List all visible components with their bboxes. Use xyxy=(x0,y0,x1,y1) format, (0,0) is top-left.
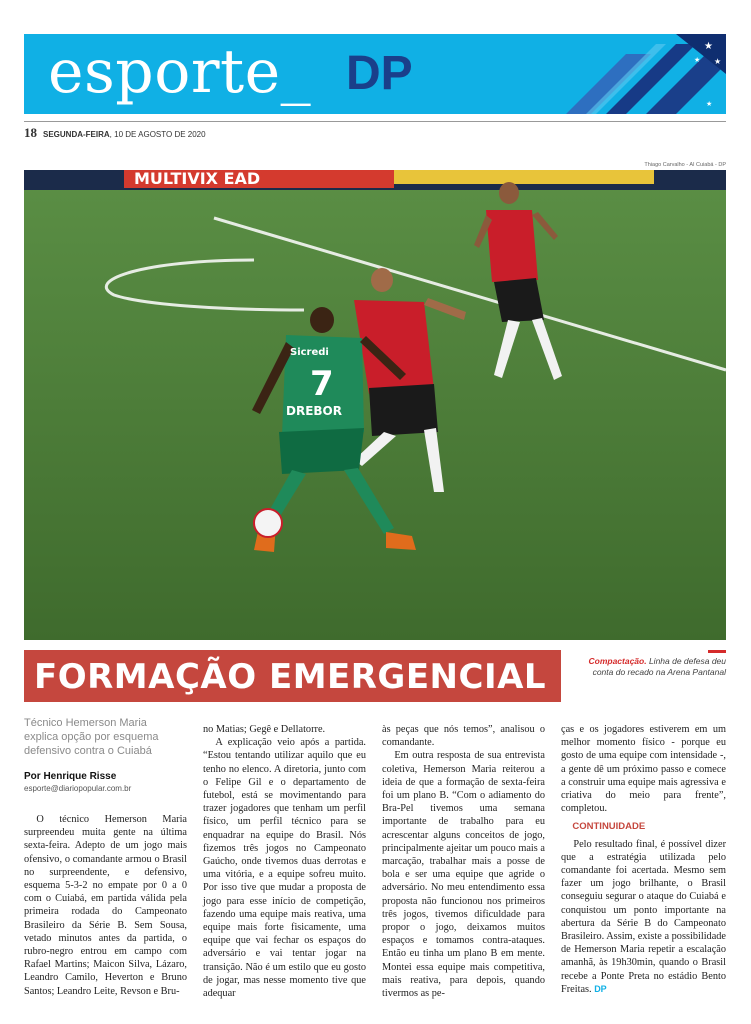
decorative-stripes xyxy=(526,34,726,114)
jersey-back-sponsor: DREBOR xyxy=(286,404,342,418)
svg-text:★: ★ xyxy=(706,100,713,108)
brand-logo: DP xyxy=(346,47,413,100)
ball xyxy=(254,509,282,537)
jersey-sponsor: Sicredi xyxy=(290,347,329,358)
photo-caption xyxy=(584,656,726,678)
article-column-4 xyxy=(561,723,726,996)
photo-credit: Thiago Carvalho - AI Cuiabá - DP xyxy=(644,162,726,168)
article-column-2 xyxy=(203,723,366,1000)
paragraph-text: Pelo resultado final, é possível dizer que a estratégia utilizada pelo comandante foi acertada. Mesmo sem fazer um jogo brilhante, o Brasil conseguiu segurar o ataque do Cuiabá e conquistou um ponto importante na abertura da Série B do Campeonato Brasileiro. Assim, existe a possibilidade de Hemerson Maria repetir a escalação amanhã, às 19h30min, quando o Brasil recebe a Ponte Preta no estádio Bento Freitas. xyxy=(561,838,726,995)
caption-marker xyxy=(708,650,726,653)
end-mark: DP xyxy=(594,983,607,994)
paragraph: ças e os jogadores estiverem em um melhor momento físico - porque eu gosto de uma equipe com intensidade -, a gente dê um próximo passo e comece a construir uma equipe mais agressiva e criativa do meio para frente”, completou. xyxy=(561,724,726,815)
svg-text:★: ★ xyxy=(714,57,722,66)
match-photo xyxy=(24,170,726,640)
section-name: esporte xyxy=(48,37,281,107)
headline-box xyxy=(24,650,561,702)
date-text: , 10 DE AGOSTO DE 2020 xyxy=(109,130,206,139)
svg-text:★: ★ xyxy=(694,56,701,64)
paragraph: A explicação veio após a partida. “Estou tentando utilizar aquilo que eu tenho no elenco. A diretoria, junto com o Felipe Gil e o departamento de futebol, está se movimentando para trazer jogadores que tenham um perfil físico, um perfil técnico para se enquadrar na equipe do Brasil. Nós fizemos três jogos no Campeonato Gaúcho, onde tivemos duas derrotas e uma vitória, e a equipe sofreu muito. Por isso tive que mudar a proposta de jogo para esse início de competição, fazendo uma equipe mais reativa, uma equipe mais forte fisicamente, uma equipe que vai fechar os espaços do adversário e vai tentar jogar na transição. Não é um estilo que eu gosto de jogar, mas nesse momento tive que adequar xyxy=(203,737,366,1000)
subheading: CONTINUIDADE xyxy=(572,821,646,833)
author-email[interactable]: esporte@diariopopular.com.br xyxy=(24,784,132,793)
paragraph: às peças que nós temos”, analisou o comandante. xyxy=(382,724,545,749)
jersey-number: 7 xyxy=(310,364,334,404)
paragraph: O técnico Hemerson Maria surpreendeu muita gente na última sexta-feira. Adepto de um jogo mais ofensivo, o comandante armou o Brasil no surpreendente, e defensivo, esquema 5-3-2 no empate por 0 a 0 com o Cuiabá, em partida válida pela primeira rodada do Campeonato Brasileiro da Série B. Sem Sousa, vetado minutos antes da partida, o rubro-negro entrou em campo com Rafael Martins; Maicon Silva, Lázaro, Leandro Camilo, Heverton e Bruno Santos; Leandro Leite, Revson e Bru- xyxy=(24,814,187,997)
match-photo-illustration xyxy=(24,170,726,640)
caption-lead: Compactação. xyxy=(588,656,647,666)
paragraph xyxy=(561,838,726,996)
date-weekday: SEGUNDA-FEIRA xyxy=(43,130,110,139)
headline: FORMAÇÃO EMERGENCIAL xyxy=(34,657,547,697)
article-column-3 xyxy=(382,723,545,1000)
paragraph: no Matias; Gegê e Dellatorre. xyxy=(203,724,326,735)
article-deck: Técnico Hemerson Maria explica opção por esquema defensivo contra o Cuiabá xyxy=(24,717,159,757)
paragraph: Em outra resposta de sua entrevista coletiva, Hemerson Maria reiterou a ideia de que a formação de sexta-feira foi um plano B. “Com o adiamento do Bra-Pel tivemos uma semana importante de trabalho para eu acrescentar alguns conceitos de jogo, principalmente ajeitar um pouco mais a marcação, trabalhar mais a posse de bola e ser uma equipe que agride o adversário. No meu entendimento essa proposta não funcionou nos primeiros três jogos, tivemos dificuldade para propor o jogo, deixamos muitos espaços e tomamos contra-ataques. Então eu tinha um plano B em mente. Montei essa equipe mais competitiva, mais reativa, para depois, quando tivermos as pe- xyxy=(382,750,545,1000)
svg-text:★: ★ xyxy=(704,41,713,52)
section-separator: _ xyxy=(280,37,312,107)
section-masthead xyxy=(24,34,726,114)
caption-text: Linha de defesa deu conta do recado na Arena Pantanal xyxy=(592,656,726,677)
section-title xyxy=(48,36,311,108)
article-column-1 xyxy=(24,813,187,998)
ad-board-text: MULTIVIX EAD xyxy=(134,170,261,188)
byline: Por Henrique Risse xyxy=(24,771,117,782)
page-number: 18 xyxy=(24,125,37,140)
dateline xyxy=(24,121,726,140)
